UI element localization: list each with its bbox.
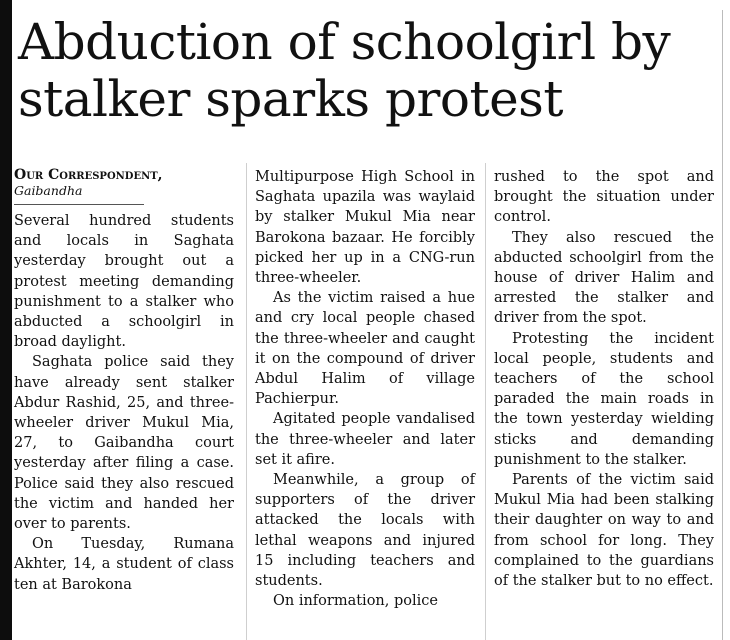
paragraph: rushed to the spot and brought the situation under control. (494, 169, 714, 226)
right-column-rule (722, 10, 723, 640)
paragraph: Multipurpose High School in Saghata upazila was waylaid by stalker Mukul Mia near Barokona bazaar. He forcibly picked her up in a CNG-run three-wheeler. (255, 169, 475, 287)
column-3 (494, 167, 714, 591)
column-divider (246, 163, 247, 640)
column-2 (255, 167, 475, 611)
dateline: Gaibandha (14, 183, 83, 198)
left-margin-bar (0, 0, 12, 640)
paragraph: Saghata police said they have already sent stalker Abdur Rashid, 25, and three-wheeler driver Mukul Mia, 27, to Gaibandha court yesterday after filing a case. Police said they also rescued the victim and handed her over to parents. (14, 354, 234, 533)
paragraph: Agitated people vandalised the three-wheeler and later set it afire. (255, 411, 475, 468)
paragraph: As the victim raised a hue and cry local people chased the three-wheeler and caught it on the compound of driver Abdul Halim of village Pachierpur. (255, 290, 475, 408)
paragraph: On Tuesday, Rumana Akhter, 14, a student of class ten at Barokona (14, 536, 234, 593)
paragraph: On information, police (273, 593, 438, 610)
byline: Our Correspondent, (14, 167, 163, 183)
byline-divider (14, 204, 144, 205)
paragraph: Several hundred students and locals in Saghata yesterday brought out a protest meeting demanding punishment to a stalker who abducted a schoolgirl in broad daylight. (14, 213, 234, 351)
paragraph: Protesting the incident local people, students and teachers of the school paraded the main roads in the town yesterday wielding sticks and demanding punishment to the stalker. (494, 330, 714, 468)
headline: Abduction of schoolgirl by stalker sparks protest (18, 13, 671, 128)
column-1 (14, 167, 234, 595)
paragraph: They also rescued the abducted schoolgirl from the house of driver Halim and arrested the stalker and driver from the spot. (494, 229, 714, 327)
column-divider (485, 163, 486, 640)
paragraph: Parents of the victim said Mukul Mia had been stalking their daughter on way to and from school for long. They complained to the guardians of the stalker but to no effect. (494, 472, 714, 590)
paragraph: Meanwhile, a group of supporters of the driver attacked the locals with lethal weapons and injured 15 including teachers and students. (255, 472, 475, 590)
